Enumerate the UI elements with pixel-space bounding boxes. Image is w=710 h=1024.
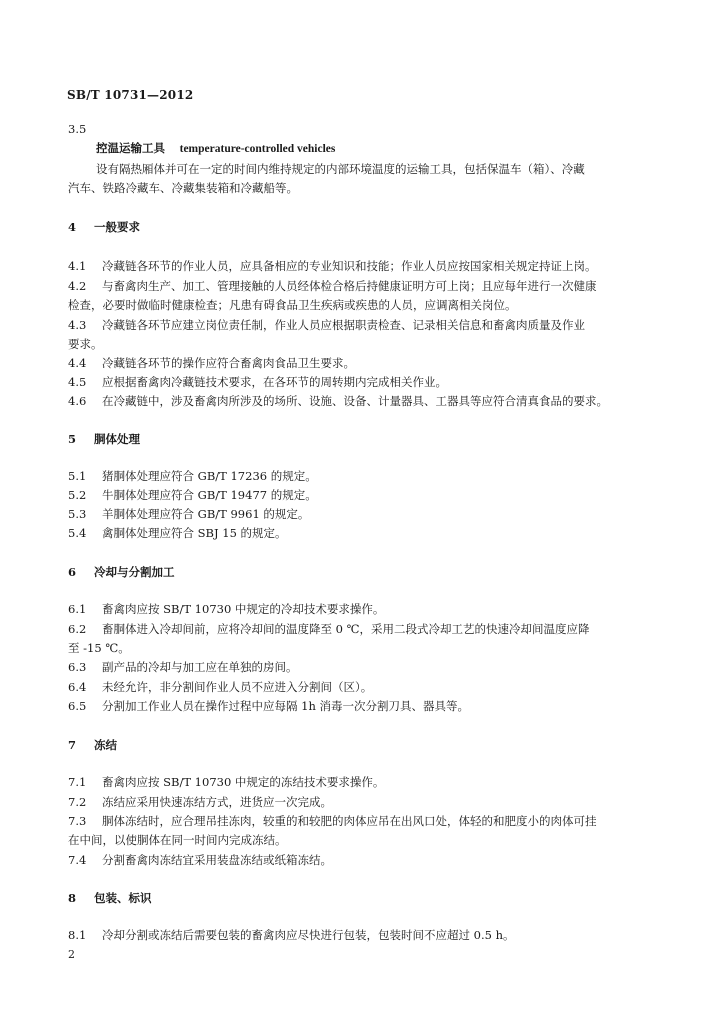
clause-line: 4.1 冷藏链各环节的作业人员，应具备相应的专业知识和技能；作业人员应按国家相关规定持证上岗。 <box>68 259 597 273</box>
section-heading: 8 包装、标识 <box>68 891 152 905</box>
clause-line: 要求。 <box>68 337 103 351</box>
term-zh: 控温运输工具 <box>96 141 165 155</box>
clause-line: 4.6 在冷藏链中，涉及畜禽肉所涉及的场所、设施、设备、计量器具、工器具等应符合清真食品的要求。 <box>68 394 608 408</box>
clause-line: 4.2 与畜禽肉生产、加工、管理接触的人员经体检合格后持健康证明方可上岗；且应每年进行一次健康 <box>68 279 597 293</box>
clause-line: 5.3 羊胴体处理应符合 GB/T 9961 的规定。 <box>68 507 310 521</box>
term-definition-line: 汽车、铁路冷藏车、冷藏集装箱和冷藏船等。 <box>68 181 298 195</box>
clause-line: 7.3 胴体冻结时，应合理吊挂冻肉，较重的和较肥的肉体应吊在出风口处，体轻的和肥度小的肉体可挂 <box>68 814 597 828</box>
clause-line: 7.2 冻结应采用快速冻结方式，进货应一次完成。 <box>68 795 332 809</box>
clause-line: 7.4 分割畜禽肉冻结宜采用装盘冻结或纸箱冻结。 <box>68 853 332 867</box>
term-entry <box>96 141 335 156</box>
clause-line: 6.4 未经允许，非分割间作业人员不应进入分割间（区）。 <box>68 680 373 694</box>
clause-line: 8.1 冷却分割或冻结后需要包装的畜禽肉应尽快进行包装，包装时间不应超过 0.5 h。 <box>68 928 515 942</box>
clause-line: 6.5 分割加工作业人员在操作过程中应每隔 1h 消毒一次分割刀具、器具等。 <box>68 699 470 713</box>
clause-line: 至 -15 ℃。 <box>68 641 130 655</box>
clause-line: 7.1 畜禽肉应按 SB/T 10730 中规定的冻结技术要求操作。 <box>68 775 385 789</box>
term-en: temperature-controlled vehicles <box>179 143 336 155</box>
page-number: 2 <box>68 948 75 961</box>
clause-line: 6.1 畜禽肉应按 SB/T 10730 中规定的冷却技术要求操作。 <box>68 602 385 616</box>
term-definition-line: 设有隔热厢体并可在一定的时间内维持规定的内部环境温度的运输工具，包括保温车（箱）、冷藏 <box>96 162 585 176</box>
section-heading: 6 冷却与分割加工 <box>68 565 175 579</box>
standard-code: SB/T 10731—2012 <box>67 88 194 102</box>
clause-line: 6.2 畜胴体进入冷却间前，应将冷却间的温度降至 0 ℃，采用二段式冷却工艺的快速冷却间温度应降 <box>68 622 590 636</box>
clause-line: 4.5 应根据畜禽肉冷藏链技术要求，在各环节的周转期内完成相关作业。 <box>68 375 447 389</box>
section-heading: 5 胴体处理 <box>68 432 140 446</box>
clause-line: 6.3 副产品的冷却与加工应在单独的房间。 <box>68 660 298 674</box>
section-heading: 4 一般要求 <box>68 220 140 234</box>
clause-line: 5.4 禽胴体处理应符合 SBJ 15 的规定。 <box>68 526 287 540</box>
clause-line: 4.3 冷藏链各环节应建立岗位责任制，作业人员应根据职责检查、记录相关信息和畜禽肉质量及作业 <box>68 318 585 332</box>
clause-line: 检查，必要时做临时健康检查；凡患有碍食品卫生疾病或疾患的人员，应调离相关岗位。 <box>68 298 517 312</box>
clause-line: 5.2 牛胴体处理应符合 GB/T 19477 的规定。 <box>68 488 317 502</box>
clause-number: 3.5 <box>68 122 87 136</box>
clause-line: 在中间，以使胴体在同一时间内完成冻结。 <box>68 833 287 847</box>
clause-line: 4.4 冷藏链各环节的操作应符合畜禽肉食品卫生要求。 <box>68 356 355 370</box>
section-heading: 7 冻结 <box>68 738 117 752</box>
clause-line: 5.1 猪胴体处理应符合 GB/T 17236 的规定。 <box>68 469 317 483</box>
